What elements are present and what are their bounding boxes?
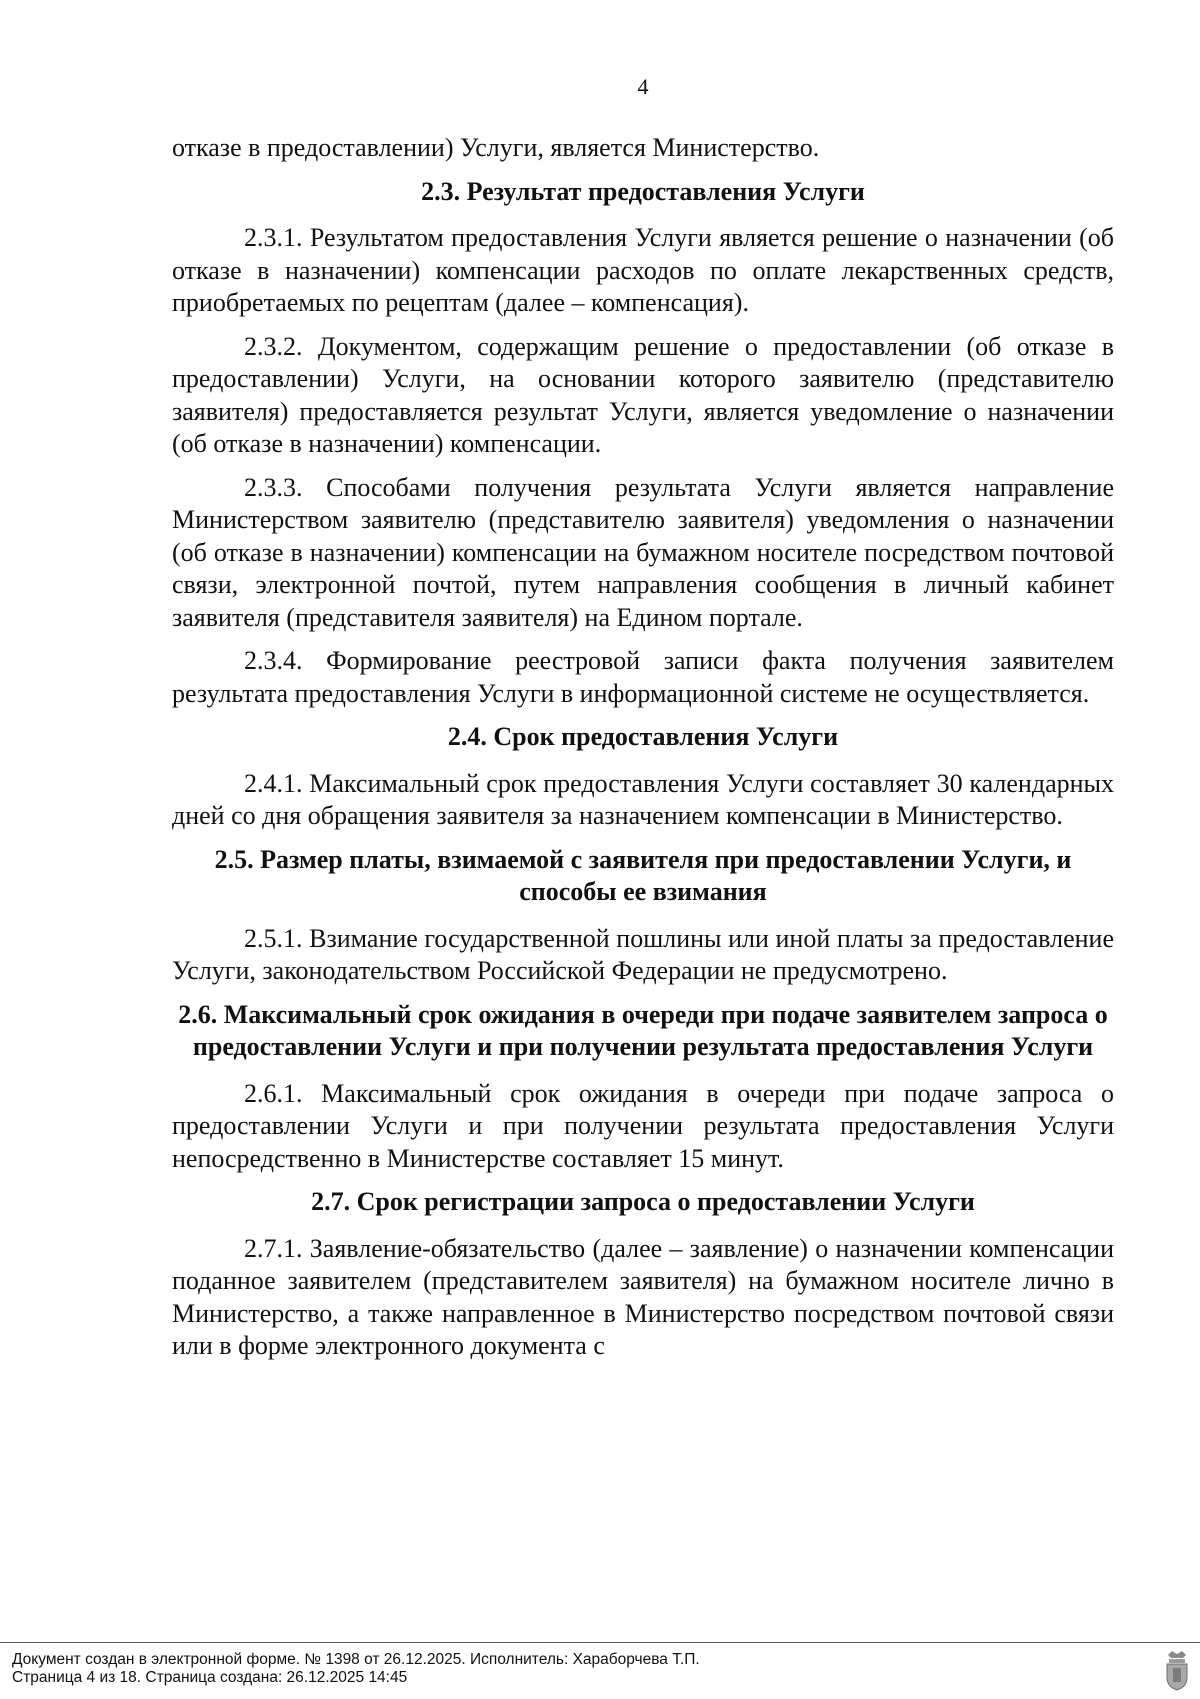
heading-2-4: 2.4. Срок предоставления Услуги (447, 722, 839, 751)
paragraph-2-3-4: 2.3.4. Формирование реестровой записи факта получения заявителем результата предоставления Услуги в информационной системе не осуществляется. (172, 646, 1114, 708)
paragraph-2-3-2: 2.3.2. Документом, содержащим решение о предоставлении (об отказе в предоставлении) Услуги, на основании которого заявителю (представителю заявителя) предоставляется результат Услуги, является уведомление о назначении (об отказе в назначении) компенсации. (172, 331, 1114, 458)
document-body (172, 132, 1114, 1374)
paragraph-continuation: отказе в предоставлении) Услуги, является Министерство. (172, 133, 820, 162)
footer-text (12, 1651, 700, 1687)
coat-of-arms-icon (1164, 1649, 1190, 1691)
paragraph-2-3-3: 2.3.3. Способами получения результата Услуги является направление Министерством заявителю (представителю заявителя) уведомления о назначении (об отказе в назначении) компенсации на бумажном носителе посредством почтовой связи, электронной почтой, путем направления сообщения в личный кабинет заявителя (представителя заявителя) на Едином портале. (172, 472, 1114, 632)
heading-2-6: 2.6. Максимальный срок ожидания в очереди при подаче заявителем запроса о предоставлении Услуги и при получении результата предоставления Услуги (178, 999, 1108, 1061)
paragraph-2-3-1: 2.3.1. Результатом предоставления Услуги является решение о назначении (об отказе в назначении) компенсации расходов по оплате лекарственных средств, приобретаемых по рецептам (далее – компенсация). (172, 223, 1114, 317)
heading-2-7: 2.7. Срок регистрации запроса о предоставлении Услуги (311, 1187, 975, 1216)
footer-page-info: Страница 4 из 18. Страница создана: 26.12.2025 14:45 (12, 1669, 408, 1686)
document-footer (0, 1642, 1200, 1699)
heading-2-3: 2.3. Результат предоставления Услуги (421, 176, 865, 206)
paragraph-2-6-1: 2.6.1. Максимальный срок ожидания в очереди при подаче запроса о предоставлении Услуги и при получении результата предоставления Услуги непосредственно в Министерстве составляет 15 минут. (172, 1078, 1114, 1173)
page-number: 4 (637, 74, 649, 99)
paragraph-2-5-1: 2.5.1. Взимание государственной пошлины или иной платы за предоставление Услуги, законодательством Российской Федерации не предусмотрено. (172, 923, 1114, 985)
paragraph-2-4-1: 2.4.1. Максимальный срок предоставления Услуги составляет 30 календарных дней со дня обращения заявителя за назначением компенсации в Министерство. (172, 768, 1114, 830)
heading-2-5: 2.5. Размер платы, взимаемой с заявителя при предоставлении Услуги, и способы ее взимания (214, 844, 1072, 906)
paragraph-2-7-1: 2.7.1. Заявление-обязательство (далее – заявление) о назначении компенсации поданное заявителем (представителем заявителя) на бумажном носителе лично в Министерство, а также направленное в Министерство посредством почтовой связи или в форме электронного документа с (172, 1233, 1114, 1360)
footer-document-info: Документ создан в электронной форме. № 1398 от 26.12.2025. Исполнитель: Хараборчева Т.П. (12, 1651, 700, 1668)
